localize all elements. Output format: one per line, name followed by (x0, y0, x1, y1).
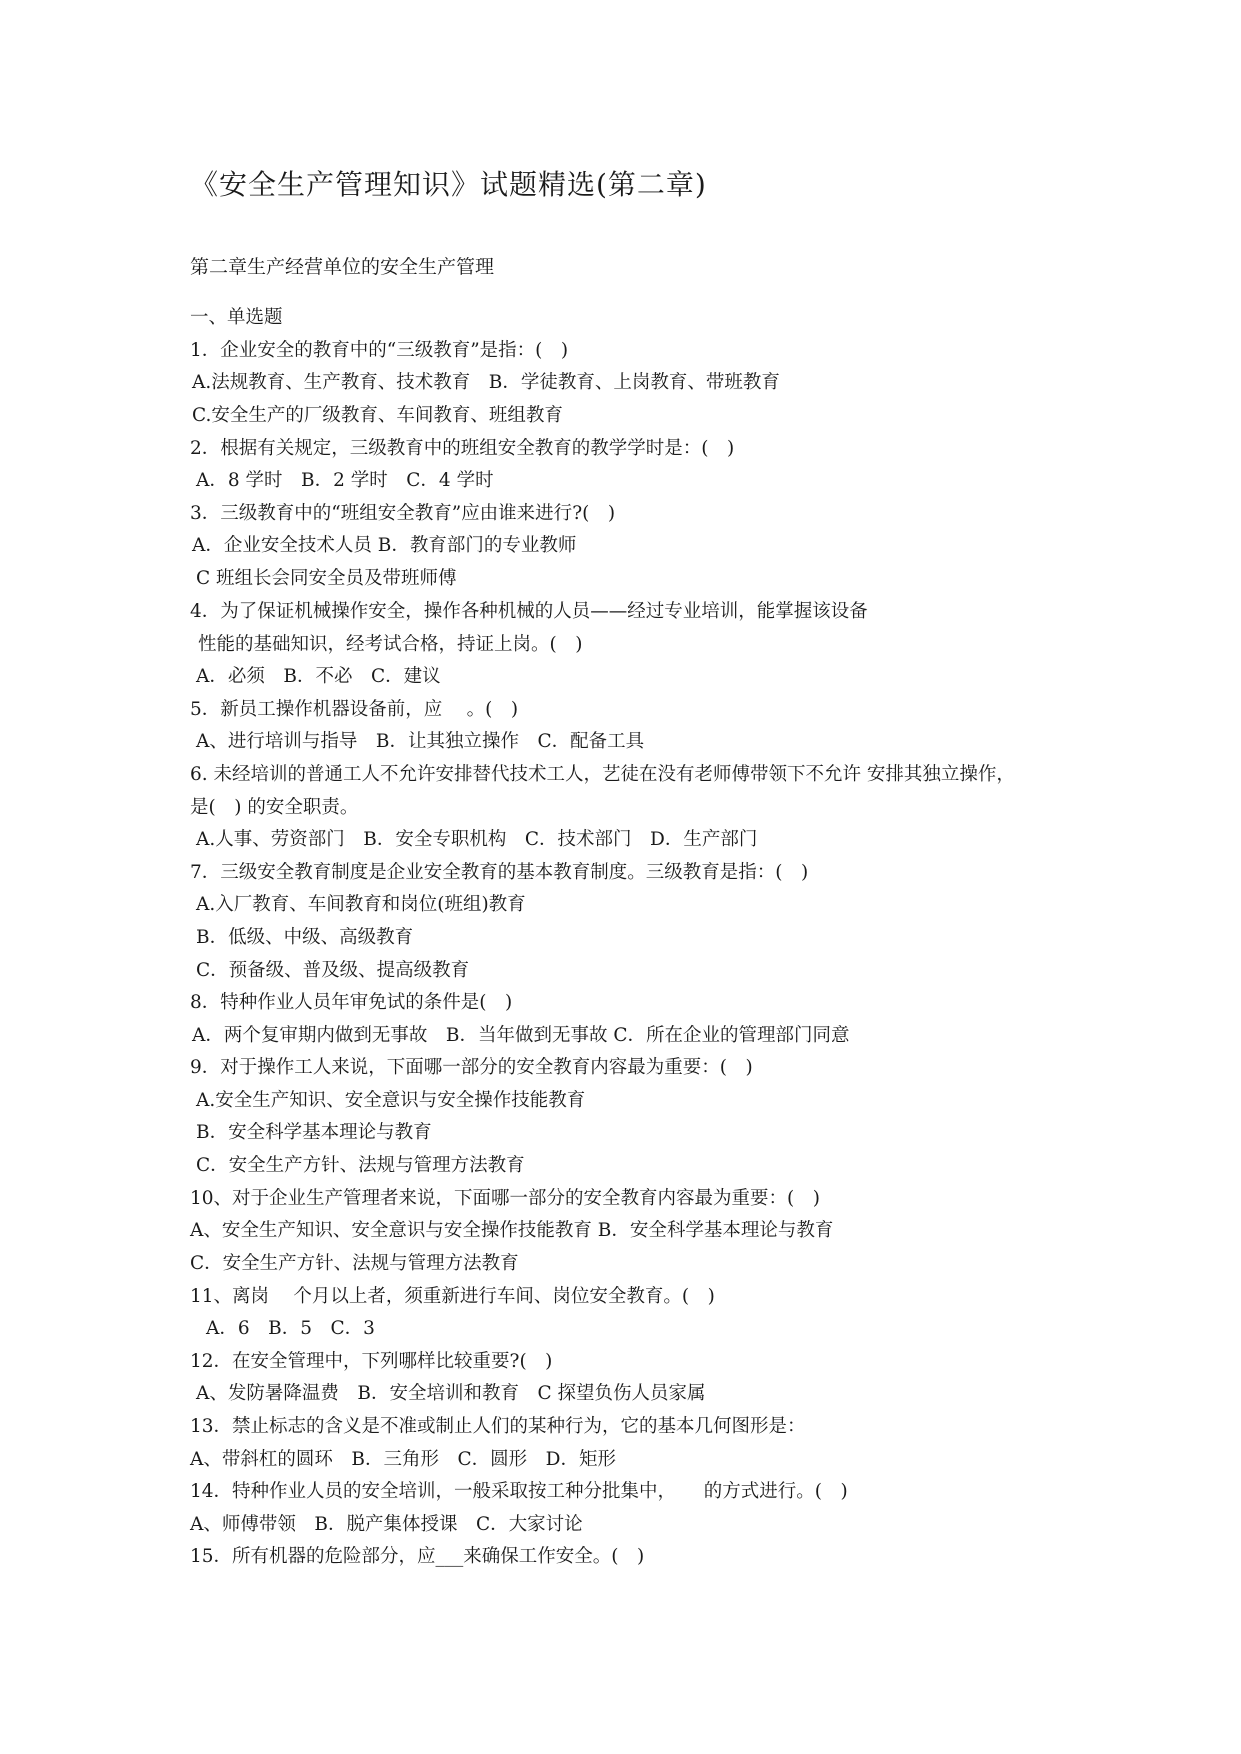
question-line: A．两个复审期内做到无事故 B．当年做到无事故 C．所在企业的管理部门同意 (192, 1025, 850, 1046)
question-line: 1．企业安全的教育中的“三级教育”是指：( ) (190, 340, 569, 361)
question-line: A、师傅带领 B．脱产集体授课 C．大家讨论 (190, 1514, 583, 1535)
question-line: C．预备级、普及级、提高级教育 (196, 960, 470, 981)
question-line: 15．所有机器的危险部分，应___来确保工作安全。( ) (190, 1546, 645, 1567)
question-line: 性能的基础知识，经考试合格，持证上岗。( ) (198, 634, 583, 655)
question-line: A、发防暑降温费 B．安全培训和教育 C 探望负伤人员家属 (196, 1383, 706, 1404)
question-line: B．低级、中级、高级教育 (196, 927, 414, 948)
question-line: A.人事、劳资部门 B．安全专职机构 C．技术部门 D．生产部门 (196, 829, 758, 850)
question-line: A、安全生产知识、安全意识与安全操作技能教育 B．安全科学基本理论与教育 (190, 1220, 834, 1241)
question-line: 3．三级教育中的“班组安全教育”应由谁来进行?( ) (190, 503, 616, 524)
question-line: 2．根据有关规定，三级教育中的班组安全教育的教学学时是：( ) (190, 438, 735, 459)
question-line: 6. 未经培训的普通工人不允许安排替代技术工人，艺徒在没有老师傅带领下不允许 安排其独立操作， (190, 764, 1015, 785)
question-line: C．安全生产方针、法规与管理方法教育 (190, 1253, 519, 1274)
question-line: A.入厂教育、车间教育和岗位(班组)教育 (196, 894, 526, 915)
question-line: 是( ) 的安全职责。 (190, 797, 359, 818)
question-line: B．安全科学基本理论与教育 (196, 1122, 432, 1143)
question-line: 7．三级安全教育制度是企业安全教育的基本教育制度。三级教育是指：( ) (190, 862, 809, 883)
question-line: A.法规教育、生产教育、技术教育 B．学徒教育、上岗教育、带班教育 (192, 372, 780, 393)
question-line: C 班组长会同安全员及带班师傅 (196, 568, 457, 589)
question-line: A.安全生产知识、安全意识与安全操作技能教育 (196, 1090, 586, 1111)
question-line: 12．在安全管理中，下列哪样比较重要?( ) (190, 1351, 553, 1372)
question-line: A．必须 B．不必 C．建议 (196, 666, 441, 687)
chapter-heading: 第二章生产经营单位的安全生产管理 (190, 256, 495, 278)
question-line: 8．特种作业人员年审免试的条件是( ) (190, 992, 513, 1013)
question-line: C.安全生产的厂级教育、车间教育、班组教育 (192, 405, 563, 426)
document-title: 《安全生产管理知识》试题精选(第二章) (190, 168, 707, 201)
question-line: 10、对于企业生产管理者来说，下面哪一部分的安全教育内容最为重要：( ) (190, 1188, 820, 1209)
question-line: 4．为了保证机械操作安全，操作各种机械的人员——经过专业培训，能掌握该设备 (190, 601, 868, 622)
question-line: 11、离岗 个月以上者，须重新进行车间、岗位安全教育。( ) (190, 1286, 715, 1307)
question-line: A．6 B．5 C．3 (206, 1318, 375, 1339)
question-line: 13．禁止标志的含义是不准或制止人们的某种行为，它的基本几何图形是： (190, 1416, 806, 1437)
question-line: 一、单选题 (190, 307, 283, 328)
question-line: A．8 学时 B．2 学时 C．4 学时 (196, 470, 494, 491)
question-line: 14．特种作业人员的安全培训，一般采取按工种分批集中， 的方式进行。( ) (190, 1481, 848, 1502)
question-line: 5．新员工操作机器设备前，应 。( ) (190, 699, 519, 720)
question-line: A、带斜杠的圆环 B．三角形 C．圆形 D．矩形 (190, 1449, 616, 1470)
question-line: C．安全生产方针、法规与管理方法教育 (196, 1155, 525, 1176)
question-line: A、进行培训与指导 B．让其独立操作 C．配备工具 (196, 731, 645, 752)
question-line: 9．对于操作工人来说，下面哪一部分的安全教育内容最为重要：( ) (190, 1057, 753, 1078)
question-line: A．企业安全技术人员 B．教育部门的专业教师 (192, 535, 577, 556)
